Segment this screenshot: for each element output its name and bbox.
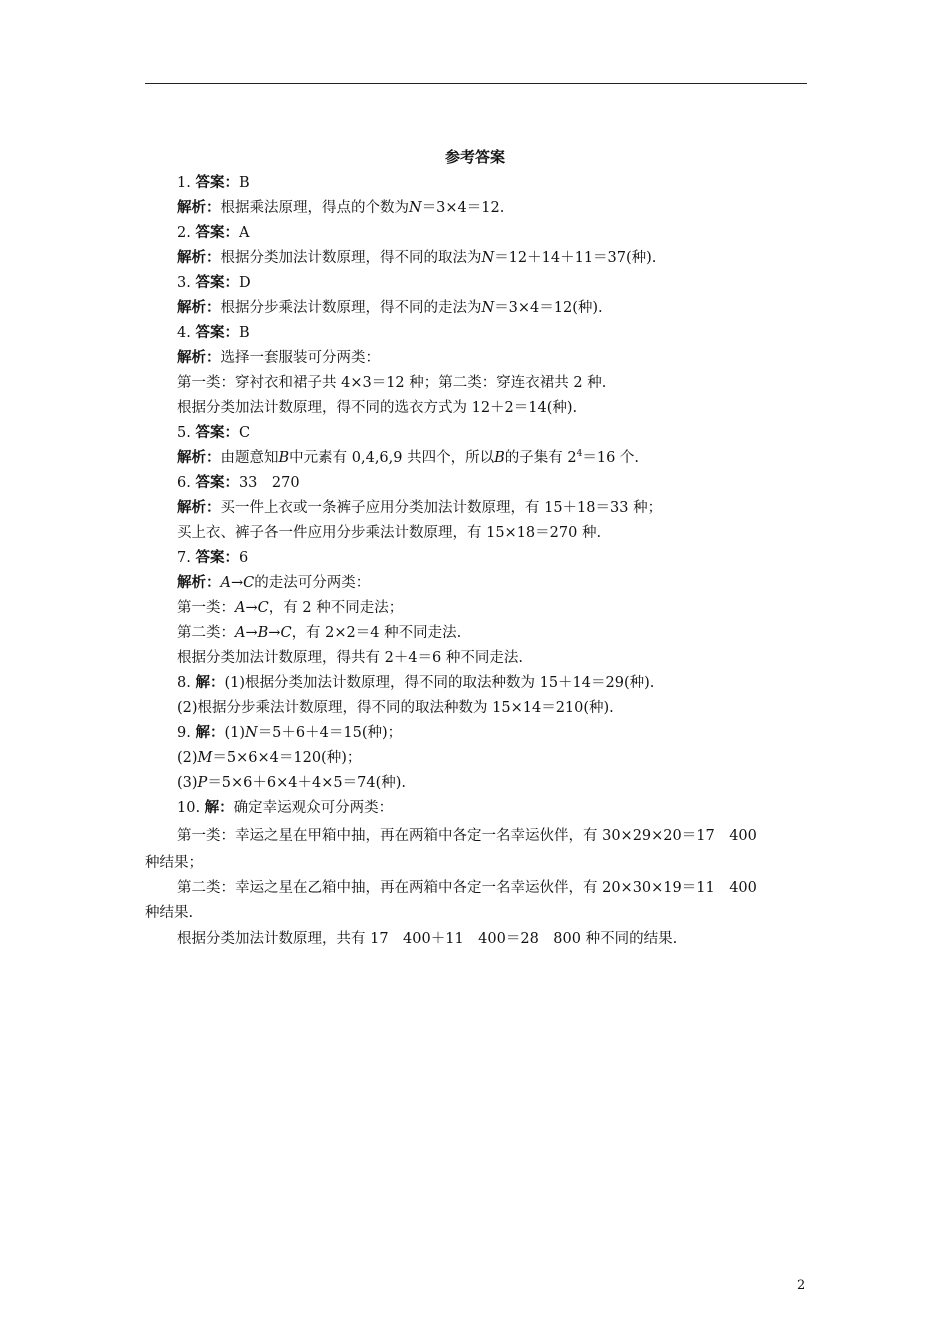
solution-10: 10. 解：确定幸运观众可分两类： [177, 800, 394, 816]
explanation-2: 解析：根据分类加法计数原理，得不同的取法为N＝12＋14＋11＝37(种). [177, 250, 657, 266]
solution-10-line-3: 种结果； [145, 855, 203, 871]
solution-8: 8. 解：(1)根据分类加法计数原理，得不同的取法种数为 15＋14＝29(种). [177, 675, 655, 691]
explanation-7: 解析：A→C的走法可分两类： [177, 575, 371, 591]
answer-3: 3. 答案：D [177, 275, 251, 291]
page-title: 参考答案 [444, 148, 505, 166]
explanation-5: 解析：由题意知B中元素有 0,4,6,9 共四个，所以B的子集有 $2^4=16$ 个. [177, 449, 640, 466]
answer-1: 1. 答案：B [177, 175, 250, 191]
explanation-4: 解析：选择一套服装可分两类： [177, 350, 380, 366]
solution-9-line-3: (3)P＝5×6＋6×4＋4×5＝74(种). [177, 775, 406, 791]
explanation-1: 解析：根据乘法原理，得点的个数为N＝3×4＝12. [177, 200, 505, 216]
answer-4: 4. 答案：B [177, 325, 250, 341]
header-rule [145, 83, 807, 84]
solution-10-line-4: 第二类：幸运之星在乙箱中抽，再在两箱中各定一名幸运伙伴，有 20×30×19＝11 400 [177, 880, 757, 896]
explanation-4-line-2: 第一类：穿衬衣和裙子共 4×3＝12 种；第二类：穿连衣裙共 2 种. [177, 375, 607, 391]
solution-9-line-2: (2)M＝5×6×4＝120(种)； [177, 750, 362, 766]
explanation-6-line-2: 买上衣、裤子各一件应用分步乘法计数原理，有 15×18＝270 种. [177, 525, 602, 541]
explanation-7-line-2: 第一类：A→C，有 2 种不同走法； [177, 600, 404, 616]
explanation-6: 解析：买一件上衣或一条裤子应用分类加法计数原理，有 15＋18＝33 种； [177, 500, 663, 516]
explanation-7-line-3: 第二类：A→B→C，有 2×2＝4 种不同走法. [177, 625, 462, 641]
answer-5: 5. 答案：C [177, 425, 251, 441]
solution-10-line-6: 根据分类加法计数原理，共有 17 400＋11 400＝28 800 种不同的结果. [177, 931, 678, 947]
answer-2: 2. 答案：A [177, 225, 250, 241]
explanation-7-line-4: 根据分类加法计数原理，得共有 2＋4＝6 种不同走法. [177, 650, 524, 666]
solution-10-line-2: 第一类：幸运之星在甲箱中抽，再在两箱中各定一名幸运伙伴，有 30×29×20＝17 400 [177, 828, 757, 844]
explanation-4-line-3: 根据分类加法计数原理，得不同的选衣方式为 12＋2＝14(种). [177, 400, 578, 416]
page-number: 2 [797, 1278, 806, 1293]
answer-6: 6. 答案：33 270 [177, 475, 300, 491]
answer-7: 7. 答案：6 [177, 550, 249, 566]
solution-9: 9. 解：(1)N＝5＋6＋4＝15(种)； [177, 725, 403, 741]
solution-8-line-2: (2)根据分步乘法计数原理，得不同的取法种数为 15×14＝210(种). [177, 700, 614, 716]
explanation-3: 解析：根据分步乘法计数原理，得不同的走法为N＝3×4＝12(种). [177, 300, 603, 316]
solution-10-line-5: 种结果. [145, 905, 194, 921]
